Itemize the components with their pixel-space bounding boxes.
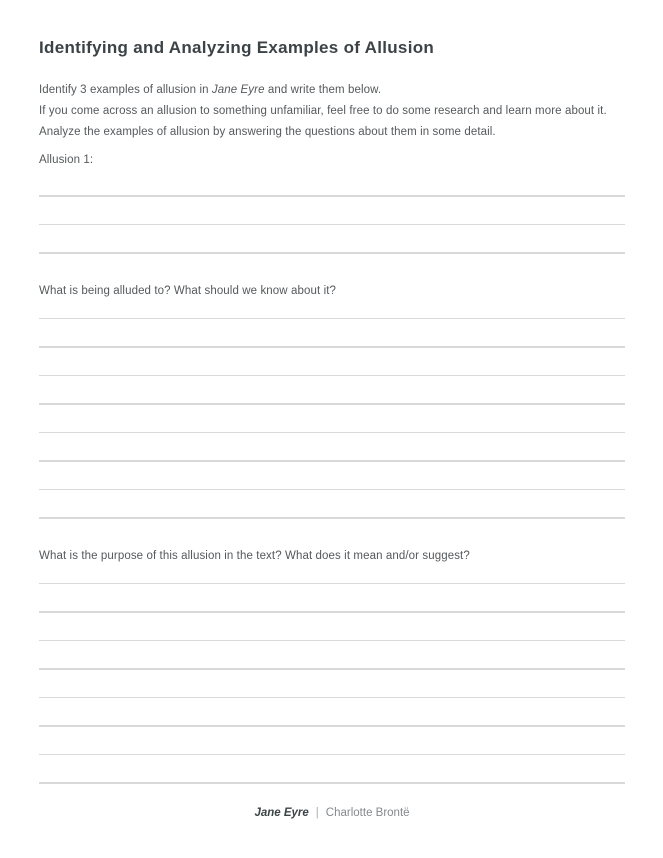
answer-blank-line	[39, 489, 625, 491]
instruction-line1-prefix: Identify 3 examples of allusion in	[39, 84, 212, 96]
answer-blank-line	[39, 725, 625, 727]
answer-blank-line	[39, 611, 625, 613]
answer-blank-line	[39, 224, 625, 226]
answer-blank-line	[39, 318, 625, 320]
footer	[39, 803, 625, 824]
answer-blank-line	[39, 432, 625, 434]
instruction-line1-suffix: and write them below.	[264, 84, 382, 96]
answer-blank-line	[39, 403, 625, 405]
section-question-label: What is being alluded to? What should we know about it?	[39, 284, 337, 297]
section-question-label: Allusion 1:	[39, 154, 94, 166]
answer-blank-line	[39, 252, 625, 254]
section-question-label: What is the purpose of this allusion in the text? What does it mean and/or suggest?	[39, 549, 470, 562]
answer-blank-line	[39, 754, 625, 756]
page-title: Identifying and Analyzing Examples of Allusion	[39, 38, 435, 57]
instruction-line2: If you come across an allusion to something unfamiliar, feel free to do some research and learn more about it.	[39, 105, 607, 117]
sections-container	[39, 150, 625, 784]
answer-blank-line	[39, 517, 625, 519]
worksheet-section	[39, 150, 625, 254]
answer-blank-line	[39, 346, 625, 348]
answer-blank-line	[39, 195, 625, 197]
answer-blank-line	[39, 697, 625, 699]
footer-separator: |	[315, 806, 319, 819]
instruction-line3: Analyze the examples of allusion by answering the questions about them in some detail.	[39, 126, 496, 138]
answer-blank-line	[39, 375, 625, 377]
footer-book-title: Jane Eyre	[254, 806, 309, 819]
footer-author: Charlotte Brontë	[325, 806, 410, 819]
answer-blank-line	[39, 640, 625, 642]
instructions-paragraph	[39, 80, 625, 143]
answer-blank-line	[39, 583, 625, 585]
answer-blank-line	[39, 668, 625, 670]
book-title-italic: Jane Eyre	[211, 84, 265, 96]
worksheet-section	[39, 546, 625, 784]
worksheet-section	[39, 281, 625, 519]
answer-blank-line	[39, 782, 625, 784]
answer-blank-line	[39, 460, 625, 462]
